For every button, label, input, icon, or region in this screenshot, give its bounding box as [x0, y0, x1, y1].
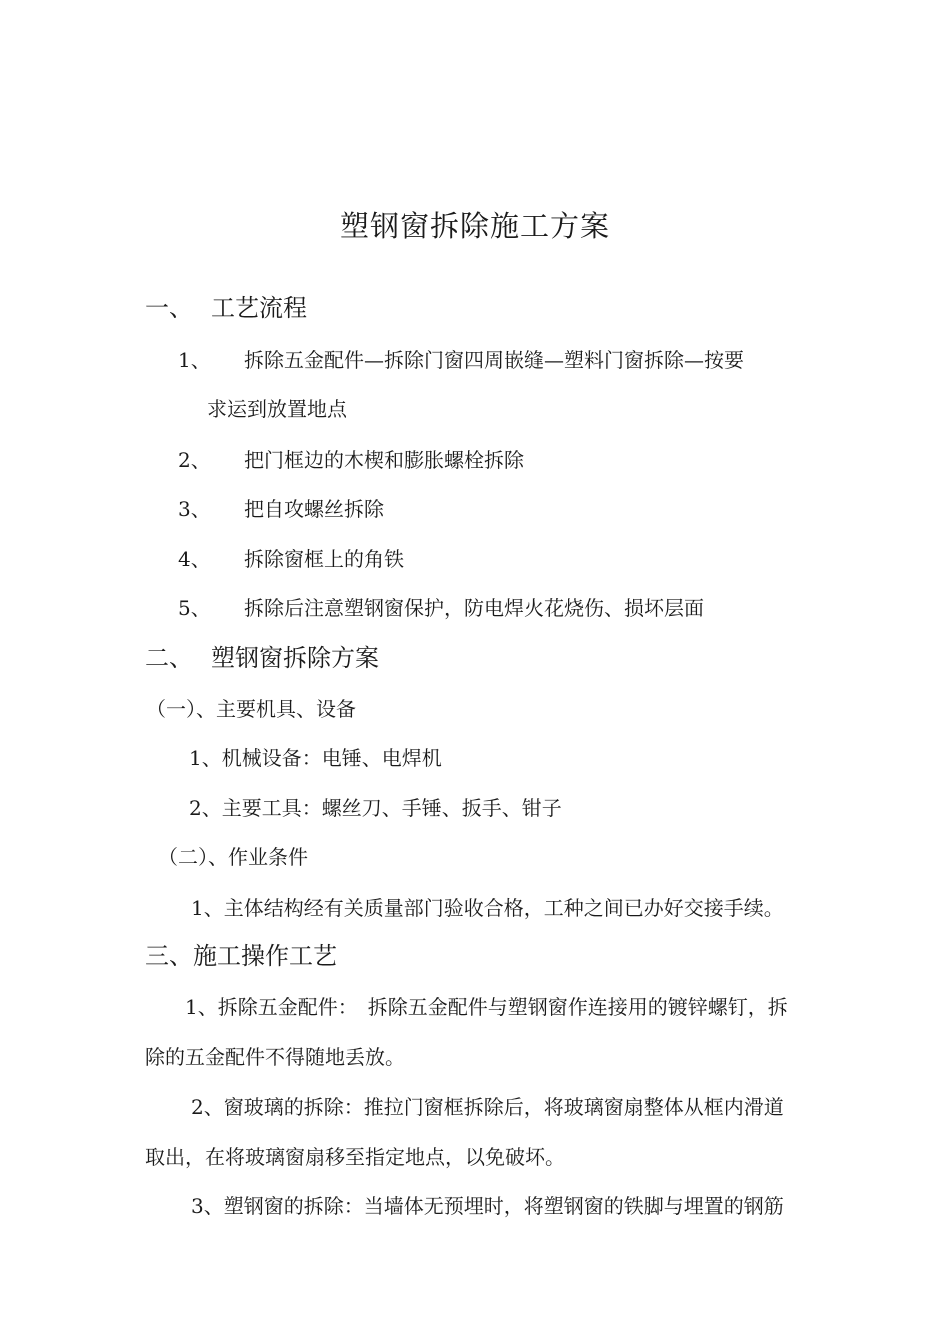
item-text: 把自攻螺丝拆除: [244, 497, 384, 521]
item-number: 2、: [178, 448, 211, 472]
item-text: 拆除五金配件—拆除门窗四周嵌缝—塑料门窗拆除—按要: [244, 348, 744, 372]
section3-heading: 三、施工操作工艺: [145, 942, 337, 970]
item-text: 拆除窗框上的角铁: [244, 547, 404, 571]
section2-sub2-label: （二）、作业条件: [158, 845, 308, 869]
section1-heading-num: 一、: [145, 294, 193, 322]
section1-heading: [145, 296, 307, 320]
item-text: 拆除后注意塑钢窗保护，防电焊火花烧伤、损坏层面: [244, 596, 704, 620]
section2-heading-num: 二、: [145, 644, 193, 672]
section2-sub2-item-1: 1、主体结构经有关质量部门验收合格，工种之间已办好交接手续。: [191, 896, 784, 920]
document-title: 塑钢窗拆除施工方案: [339, 209, 610, 243]
section1-item-2: [178, 450, 524, 470]
section1-item-1-continuation: 求运到放置地点: [207, 397, 347, 421]
item-number: 5、: [178, 596, 211, 620]
section1-item-5: [178, 598, 704, 618]
section3-para-1-line-1: 1、拆除五金配件： 拆除五金配件与塑钢窗作连接用的镀锌螺钉，拆: [185, 995, 788, 1019]
section1-item-1: [178, 350, 744, 370]
section3-para-2-line-1: 2、窗玻璃的拆除：推拉门窗框拆除后，将玻璃窗扇整体从框内滑道: [191, 1095, 784, 1119]
item-text: 把门框边的木楔和膨胀螺栓拆除: [244, 448, 524, 472]
section3-para-2-line-2: 取出，在将玻璃窗扇移至指定地点，以免破坏。: [145, 1145, 565, 1169]
section2-sub1-item-2: 2、主要工具：螺丝刀、手锤、扳手、钳子: [189, 796, 562, 820]
section2-sub1-label: （一）、主要机具、设备: [146, 697, 356, 721]
item-number: 1、: [178, 348, 211, 372]
section1-item-3: [178, 499, 384, 519]
item-number: 4、: [178, 547, 211, 571]
section2-heading: [145, 646, 379, 670]
section2-heading-text: 塑钢窗拆除方案: [211, 644, 379, 672]
item-number: 3、: [178, 497, 211, 521]
section2-sub1-item-1: 1、机械设备：电锤、电焊机: [189, 746, 442, 770]
section3-para-3-line-1: 3、塑钢窗的拆除：当墙体无预埋时，将塑钢窗的铁脚与埋置的钢筋: [191, 1194, 784, 1218]
section1-item-4: [178, 549, 404, 569]
section1-heading-text: 工艺流程: [211, 294, 307, 322]
section3-para-1-line-2: 除的五金配件不得随地丢放。: [145, 1045, 405, 1069]
